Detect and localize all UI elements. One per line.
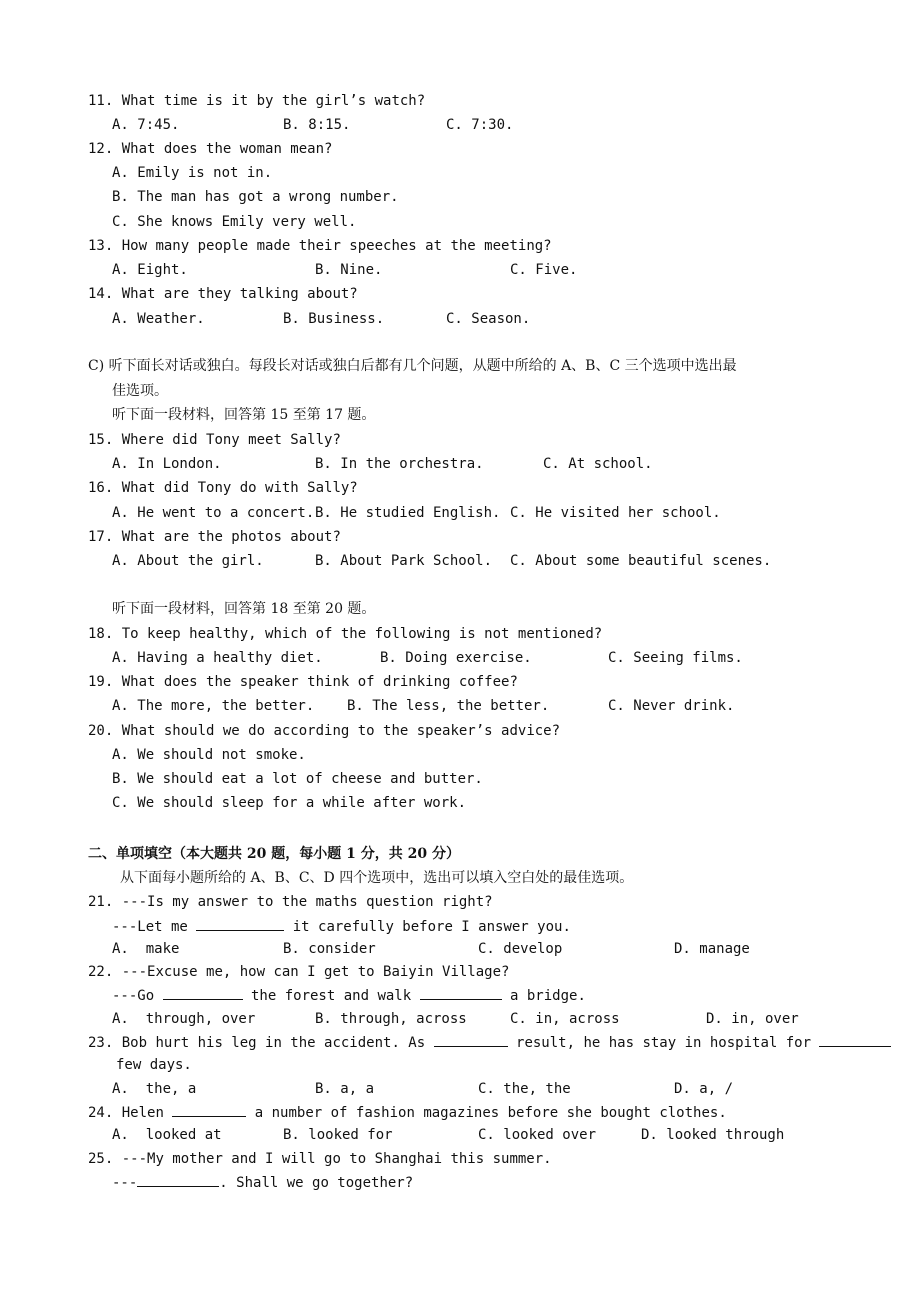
question-21: 21. ---Is my answer to the maths question right? [88,894,493,910]
q23-option-c: C. the, the [478,1081,571,1097]
q12-option-a: A. Emily is not in. [112,165,273,181]
q23-option-d: D. a, / [674,1081,734,1097]
q22-option-a: A. through, over [112,1011,256,1027]
q15-option-b: B. In the orchestra. [315,456,484,472]
question-20: 20. What should we do according to the speaker’s advice? [88,723,561,739]
q12-option-b: B. The man has got a wrong number. [112,189,399,205]
q21-option-d: D. manage [674,941,750,957]
question-25: 25. ---My mother and I will go to Shanghai this summer. [88,1151,552,1167]
question-17: 17. What are the photos about? [88,529,341,545]
q13-option-a: A. Eight. [112,262,188,278]
q22-option-d: D. in, over [706,1011,799,1027]
q23-line-2: few days. [116,1057,192,1073]
q17-option-a: A. About the girl. [112,553,264,569]
q19-option-c: C. Never drink. [608,698,735,714]
material-intro-15-17: 听下面一段材料，回答第 15 至第 17 题。 [112,407,376,423]
q11-option-c: C. 7:30. [446,117,514,133]
q24-option-d: D. looked through [641,1127,785,1143]
answer-blank [137,1173,219,1187]
q20-option-a: A. We should not smoke. [112,747,306,763]
q20-option-c: C. We should sleep for a while after work. [112,795,467,811]
q15-option-a: A. In London. [112,456,222,472]
answer-blank [196,917,284,931]
q25-line-2: --- . Shall we go together? [112,1175,414,1191]
question-24: 24. Helen a number of fashion magazines before she bought clothes. [88,1105,727,1121]
material-intro-18-20: 听下面一段材料，回答第 18 至第 20 题。 [112,601,376,617]
q19-option-a: A. The more, the better. [112,698,315,714]
answer-blank [434,1033,508,1047]
q21-option-b: B. consider [283,941,376,957]
part-2-instruction: 从下面每小题所给的 A、B、C、D 四个选项中，选出可以填入空白处的最佳选项。 [120,870,634,886]
q24-option-a: A. looked at [112,1127,222,1143]
part-2-heading: 二、单项填空（本大题共 20 题，每小题 1 分，共 20 分） [88,846,460,862]
q23-option-b: B. a, a [315,1081,375,1097]
question-19: 19. What does the speaker think of drinking coffee? [88,674,518,690]
question-18: 18. To keep healthy, which of the following is not mentioned? [88,626,603,642]
q16-option-c: C. He visited her school. [510,505,721,521]
q19-option-b: B. The less, the better. [347,698,550,714]
q13-option-b: B. Nine. [315,262,383,278]
q22-line-2: ---Go the forest and walk a bridge. [112,988,586,1004]
q22-option-b: B. through, across [315,1011,467,1027]
q16-option-b: B. He studied English. [315,505,501,521]
q18-option-a: A. Having a healthy diet. [112,650,323,666]
question-14: 14. What are they talking about? [88,286,358,302]
q14-option-c: C. Season. [446,311,531,327]
answer-blank [172,1103,246,1117]
section-c-instruction-line2: 佳选项。 [112,383,168,399]
question-11: 11. What time is it by the girl’s watch? [88,93,426,109]
answer-blank [163,986,243,1000]
q22-option-c: C. in, across [510,1011,620,1027]
question-16: 16. What did Tony do with Sally? [88,480,358,496]
section-c-instruction-line1: C) 听下面长对话或独白。每段长对话或独白后都有几个问题，从题中所给的 A、B、C 三个选项中选出最 [88,358,737,374]
question-13: 13. How many people made their speeches at the meeting? [88,238,552,254]
q15-option-c: C. At school. [543,456,653,472]
question-15: 15. Where did Tony meet Sally? [88,432,341,448]
q23-option-a: A. the, a [112,1081,197,1097]
q18-option-b: B. Doing exercise. [380,650,532,666]
question-12: 12. What does the woman mean? [88,141,333,157]
q11-option-b: B. 8:15. [283,117,351,133]
q17-option-c: C. About some beautiful scenes. [510,553,772,569]
q18-option-c: C. Seeing films. [608,650,743,666]
q21-option-a: A. make [112,941,180,957]
q17-option-b: B. About Park School. [315,553,493,569]
answer-blank [819,1033,891,1047]
question-23: 23. Bob hurt his leg in the accident. As result, he has stay in hospital for [88,1033,891,1052]
q13-option-c: C. Five. [510,262,578,278]
q24-option-c: C. looked over [478,1127,597,1143]
q20-option-b: B. We should eat a lot of cheese and butter. [112,771,483,787]
question-22: 22. ---Excuse me, how can I get to Baiyin Village? [88,964,510,980]
q12-option-c: C. She knows Emily very well. [112,214,357,230]
answer-blank [420,986,502,1000]
q14-option-b: B. Business. [283,311,385,327]
q14-option-a: A. Weather. [112,311,205,327]
q21-option-c: C. develop [478,941,563,957]
q11-option-a: A. 7:45. [112,117,180,133]
q24-option-b: B. looked for [283,1127,393,1143]
q16-option-a: A. He went to a concert. [112,505,315,521]
q21-line-2: ---Let me it carefully before I answer you. [112,919,571,935]
